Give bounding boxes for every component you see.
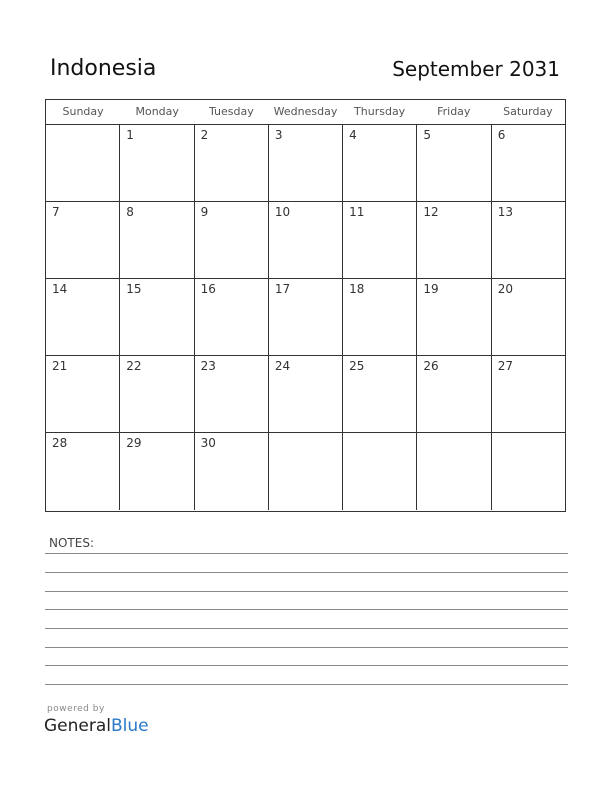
day-cell (417, 125, 491, 201)
day-cell (195, 125, 269, 201)
day-cell (46, 433, 120, 510)
day-number: 2 (200, 128, 209, 142)
day-number: 23 (200, 359, 216, 373)
day-number: 13 (497, 205, 513, 219)
day-cell (46, 202, 120, 278)
day-number: 9 (200, 205, 209, 219)
weekday-sunday: Sunday (62, 105, 104, 118)
brand-general: General (44, 716, 111, 736)
day-cell (195, 356, 269, 432)
day-number: 22 (126, 359, 142, 373)
day-cell (46, 356, 120, 432)
day-number: 29 (126, 436, 142, 450)
notes-line (45, 609, 568, 610)
day-number: 30 (200, 436, 216, 450)
week-row (46, 433, 565, 510)
day-cell (269, 356, 343, 432)
day-cell (269, 279, 343, 355)
brand-blue: Blue (111, 716, 149, 736)
day-cell (195, 279, 269, 355)
weekday-thursday: Thursday (354, 105, 406, 118)
notes-line (45, 665, 568, 666)
day-cell (195, 433, 269, 510)
day-number: 19 (423, 282, 439, 296)
day-number: 5 (423, 128, 432, 142)
day-cell (492, 433, 565, 510)
day-cell (120, 433, 194, 510)
day-number: 18 (349, 282, 365, 296)
powered-by-label: powered by (47, 704, 105, 714)
day-number: 11 (349, 205, 365, 219)
day-cell (417, 279, 491, 355)
day-number: 25 (349, 359, 365, 373)
day-cell (343, 433, 417, 510)
weekday-monday: Monday (135, 105, 179, 118)
month-title: September 2031 (392, 57, 560, 81)
notes-line (45, 684, 568, 685)
day-number: 1 (126, 128, 134, 142)
weekday-header (46, 100, 565, 125)
day-cell (417, 433, 491, 510)
day-number: 4 (349, 128, 357, 142)
day-cell (417, 202, 491, 278)
day-cell (343, 279, 417, 355)
day-cell (492, 202, 565, 278)
week-row (46, 125, 565, 202)
day-number: 14 (52, 282, 68, 296)
day-cell (492, 125, 565, 201)
weekday-friday: Friday (437, 105, 471, 118)
day-cell (343, 202, 417, 278)
day-cell (46, 279, 120, 355)
day-cell (269, 202, 343, 278)
day-cell (120, 202, 194, 278)
day-cell (120, 279, 194, 355)
calendar-grid (45, 99, 566, 512)
notes-label: NOTES: (49, 536, 94, 550)
day-number: 6 (497, 128, 506, 142)
weekday-tuesday: Tuesday (208, 105, 254, 118)
notes-line (45, 572, 568, 573)
weekday-wednesday: Wednesday (273, 105, 338, 118)
day-number: 27 (497, 359, 513, 373)
generalblue-logo (44, 716, 149, 736)
notes-line (45, 647, 568, 648)
day-cell (195, 202, 269, 278)
weekday-saturday: Saturday (503, 105, 553, 118)
country-title: Indonesia (50, 56, 157, 81)
day-cell (417, 356, 491, 432)
day-cell (120, 125, 194, 201)
day-cell (269, 125, 343, 201)
day-number: 28 (52, 436, 68, 450)
day-cell (492, 356, 565, 432)
day-cell (343, 356, 417, 432)
day-number: 21 (52, 359, 68, 373)
day-number: 16 (200, 282, 216, 296)
notes-line (45, 553, 568, 554)
day-number: 20 (497, 282, 513, 296)
week-row (46, 356, 565, 433)
week-row (46, 202, 565, 279)
day-cell (343, 125, 417, 201)
day-number: 7 (52, 205, 60, 219)
day-cell (46, 125, 120, 201)
day-number: 24 (274, 359, 291, 373)
day-number: 3 (274, 128, 283, 142)
day-number: 17 (274, 282, 291, 296)
week-row (46, 279, 565, 356)
day-number: 15 (126, 282, 142, 296)
day-number: 12 (423, 205, 439, 219)
notes-line (45, 628, 568, 629)
day-number: 10 (274, 205, 291, 219)
day-number: 26 (423, 359, 439, 373)
day-cell (269, 433, 343, 510)
day-cell (492, 279, 565, 355)
notes-line (45, 591, 568, 592)
day-number: 8 (126, 205, 134, 219)
day-cell (120, 356, 194, 432)
